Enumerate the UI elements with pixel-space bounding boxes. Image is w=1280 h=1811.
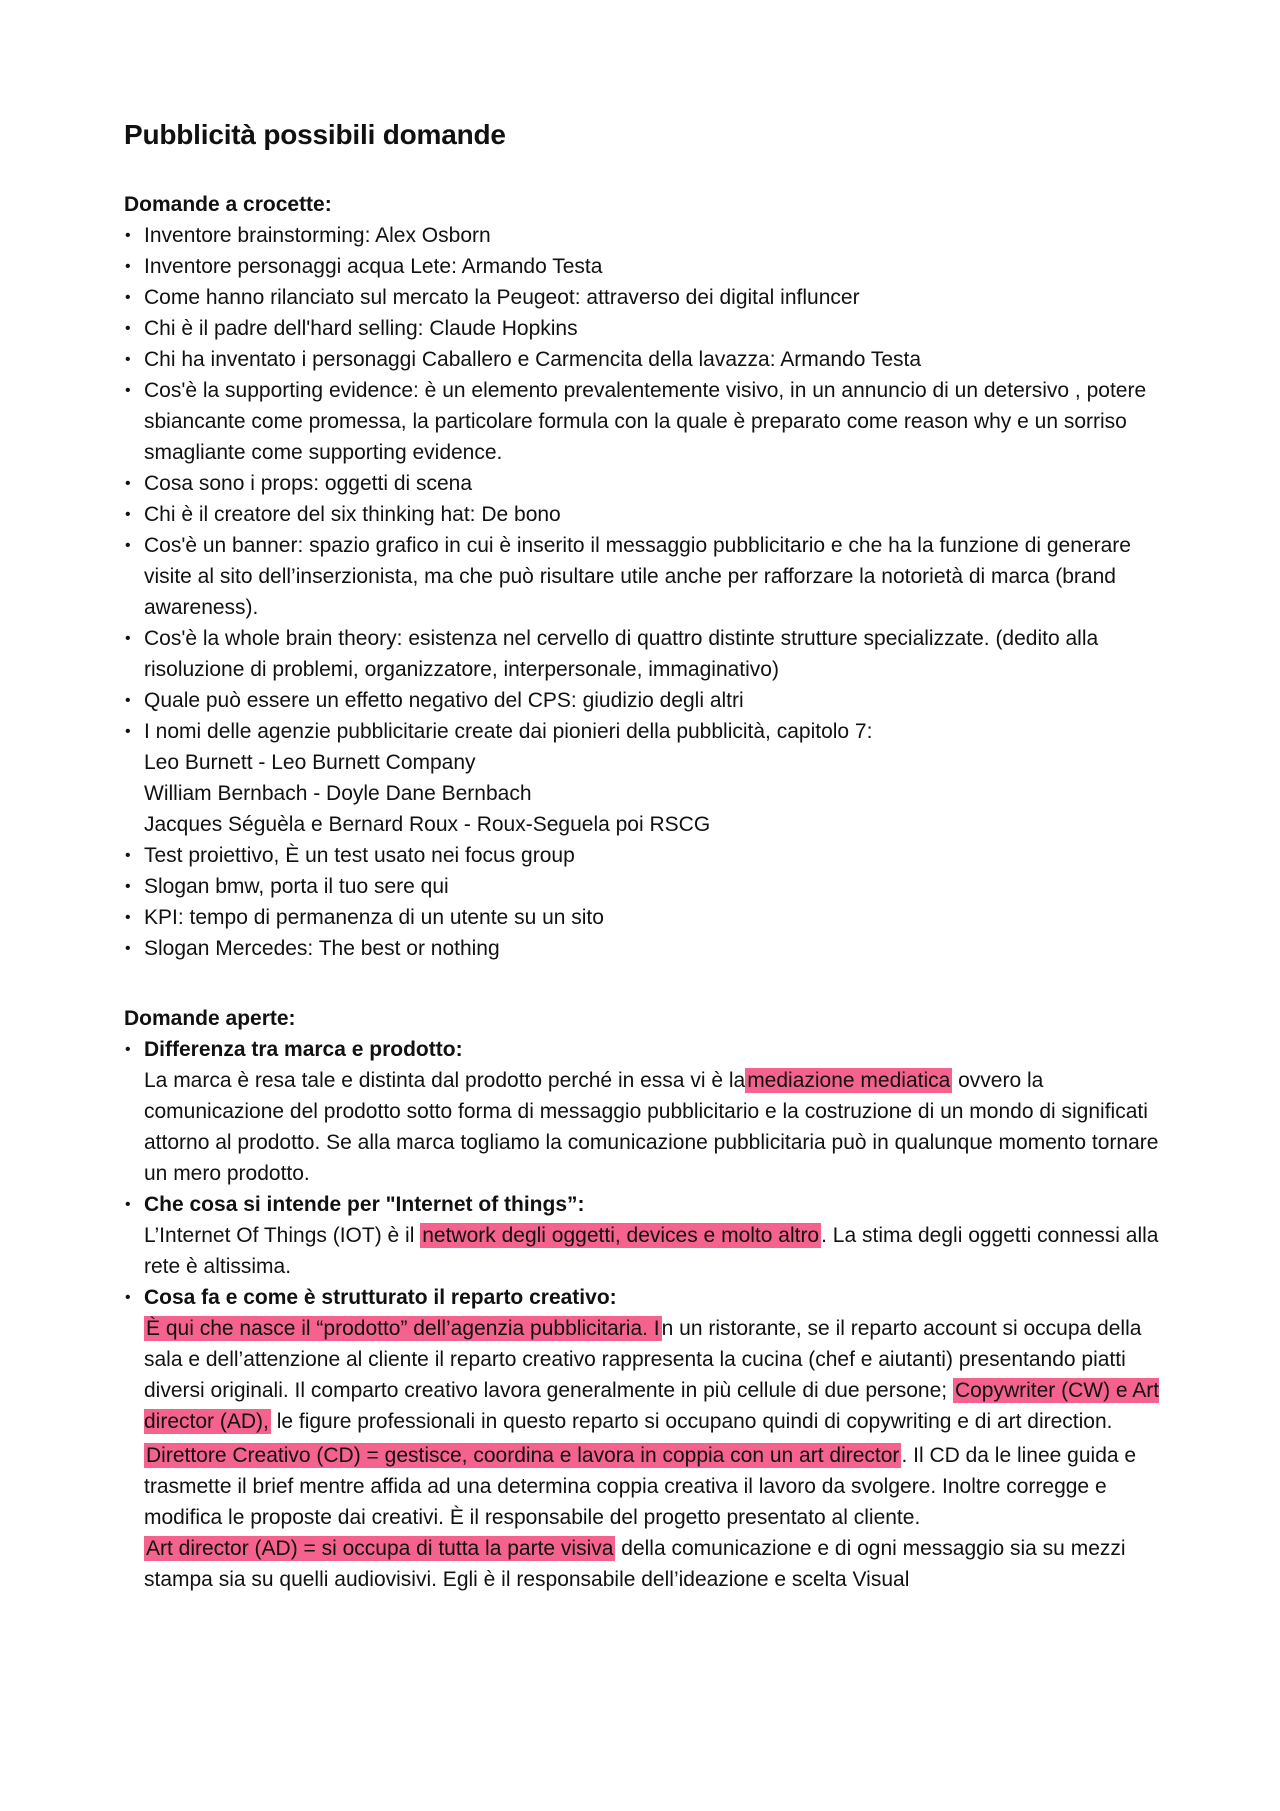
- highlighted-text: Art director (AD) = si occupa di tutta la parte visiva: [146, 1537, 614, 1560]
- highlighted-text: mediazione mediatica: [747, 1069, 951, 1092]
- highlighted-text: network degli oggetti, devices e molto altro: [422, 1224, 820, 1247]
- page-title: Pubblicità possibili domande: [124, 119, 506, 150]
- list-item: • Chi è il padre dell'hard selling: Claude Hopkins: [124, 313, 1169, 344]
- list-item-agencies: [124, 716, 1169, 840]
- agency-line: Jacques Séguèla e Bernard Roux - Roux-Seguela poi RSCG: [144, 813, 711, 836]
- open-questions-list: [124, 1034, 1169, 1595]
- answer-text: le figure professionali in questo reparto si occupano quindi di copywriting e di art direction.: [270, 1410, 1113, 1433]
- answer-text: . Il CD da le linee guida e trasmette il brief mentre affida ad una determina coppia creativa il lavoro da svolgere. Inoltre corregge e modifica le proposte dai creativi. È il responsabile del progetto presentato al cliente.: [144, 1444, 1137, 1529]
- open-questions-section: [124, 1004, 1169, 1595]
- open-question-creative-department: [124, 1282, 1169, 1595]
- highlighted-text: È qui che nasce il “prodotto” dell’agenzia pubblicitaria. I: [146, 1317, 660, 1340]
- answer-text: n un ristorante, se il reparto account si occupa della sala e dell’attenzione al cliente il reparto creativo rappresenta la cucina (chef e aiutanti) presentando piatti diversi originali. Il comparto creativo lavora generalmente in più cellule di due persone;: [144, 1317, 1142, 1402]
- list-item: • Chi è il creatore del six thinking hat: De bono: [124, 499, 1169, 530]
- list-item: • Cos'è un banner: spazio grafico in cui è inserito il messaggio pubblicitario e che ha la funzione di generare visite al sito dell’inserzionista, ma che può risultare utile anche per rafforzare la notorietà di marca (brand awareness).: [124, 530, 1169, 623]
- highlighted-text: Copywriter (CW) e Art director (AD),: [144, 1379, 1160, 1433]
- open-question-brand-vs-product: [124, 1034, 1169, 1189]
- list-item: • Quale può essere un effetto negativo del CPS: giudizio degli altri: [124, 685, 1169, 716]
- highlighted-text: Direttore Creativo (CD) = gestisce, coordina e lavora in coppia con un art director: [146, 1444, 900, 1467]
- answer-text: L’Internet Of Things (IOT) è il: [144, 1224, 421, 1247]
- list-item: • Inventore personaggi acqua Lete: Armando Testa: [124, 251, 1169, 282]
- list-item: • KPI: tempo di permanenza di un utente su un sito: [124, 902, 1169, 933]
- list-item: • Slogan Mercedes: The best or nothing: [124, 933, 1169, 964]
- list-item: • Cos'è la whole brain theory: esistenza nel cervello di quattro distinte strutture specializzate. (dedito alla risoluzione di problemi, organizzatore, interpersonale, immaginativo): [124, 623, 1169, 685]
- list-item: • Chi ha inventato i personaggi Caballero e Carmencita della lavazza: Armando Testa: [124, 344, 1169, 375]
- question-title: • Differenza tra marca e prodotto:: [144, 1038, 463, 1061]
- closed-questions-heading: Domande a crocette:: [124, 193, 332, 216]
- answer-text: ovvero la comunicazione del prodotto sotto forma di messaggio pubblicitario e la costruzione di un mondo di significati attorno al prodotto. Se alla marca togliamo la comunicazione pubblicitaria può in qualunque momento tornare un mero prodotto.: [144, 1069, 1159, 1185]
- document-page: [124, 118, 1169, 1595]
- list-item: • Slogan bmw, porta il tuo sere qui: [124, 871, 1169, 902]
- open-questions-heading: Domande aperte:: [124, 1007, 296, 1030]
- list-item: • Come hanno rilanciato sul mercato la Peugeot: attraverso dei digital influncer: [124, 282, 1169, 313]
- answer-text: . La stima degli oggetti connessi alla rete è altissima.: [144, 1224, 1159, 1278]
- open-question-iot: [124, 1189, 1169, 1282]
- answer-text: La marca è resa tale e distinta dal prodotto perché in essa vi è la: [144, 1069, 746, 1092]
- art-director-paragraph: [144, 1533, 1169, 1595]
- list-item: • Cos'è la supporting evidence: è un elemento prevalentemente visivo, in un annuncio di un detersivo , potere sbiancante come promessa, la particolare formula con la quale è preparato come reason why e un sorriso smagliante come supporting evidence.: [124, 375, 1169, 468]
- list-item: • Test proiettivo, È un test usato nei focus group: [124, 840, 1169, 871]
- question-title: • Cosa fa e come è strutturato il reparto creativo:: [144, 1286, 617, 1309]
- closed-questions-list: [124, 220, 1169, 964]
- agency-line: William Bernbach - Doyle Dane Bernbach: [144, 782, 532, 805]
- agencies-intro: • I nomi delle agenzie pubblicitarie create dai pionieri della pubblicità, capitolo 7:: [144, 720, 873, 743]
- closed-questions-section: [124, 190, 1169, 964]
- question-title: • Che cosa si intende per "Internet of things”:: [144, 1193, 585, 1216]
- agency-line: Leo Burnett - Leo Burnett Company: [144, 751, 476, 774]
- list-item: • Inventore brainstorming: Alex Osborn: [124, 220, 1169, 251]
- list-item: • Cosa sono i props: oggetti di scena: [124, 468, 1169, 499]
- answer-text: della comunicazione e di ogni messaggio sia su mezzi stampa sia su quelli audiovisivi. Egli è il responsabile dell’ideazione e scelta Visual: [144, 1537, 1126, 1591]
- creative-director-paragraph: [144, 1440, 1169, 1533]
